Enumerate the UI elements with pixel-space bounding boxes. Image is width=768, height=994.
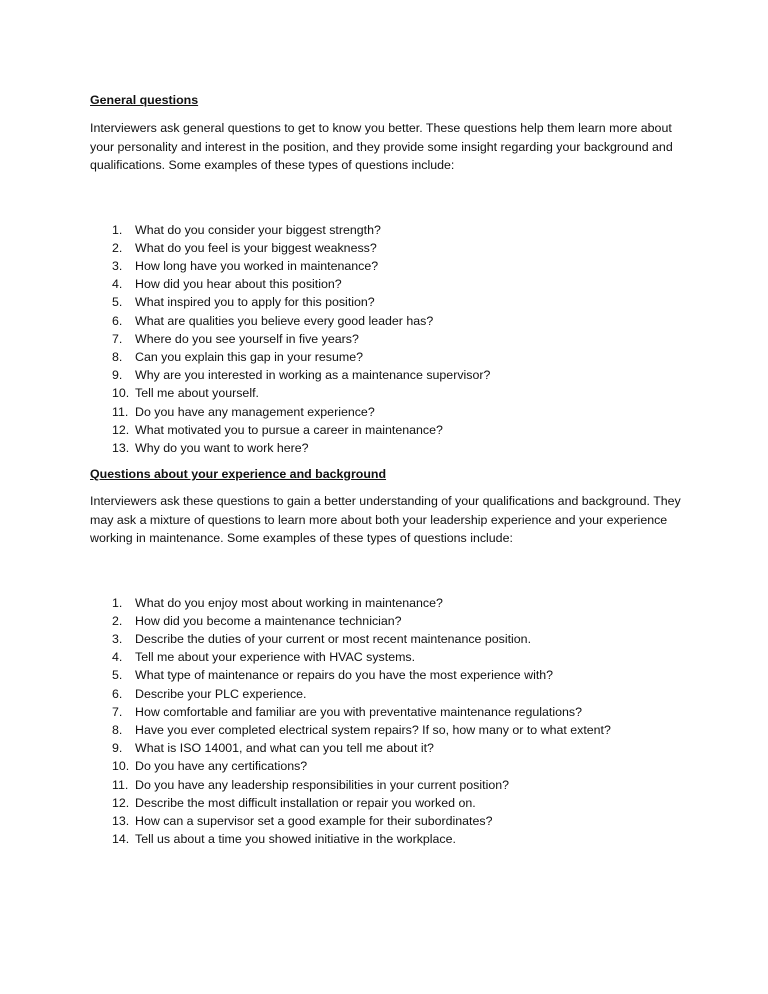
experience-questions-list <box>90 594 690 849</box>
list-item <box>90 421 690 439</box>
list-item <box>90 239 690 257</box>
list-item <box>90 384 690 402</box>
list-item <box>90 739 690 757</box>
list-item-number: 5. <box>112 668 123 683</box>
list-item-text: What motivated you to pursue a career in maintenance? <box>135 422 443 437</box>
list-item-number: 7. <box>112 704 123 719</box>
list-item-text: How comfortable and familiar are you with preventative maintenance regulations? <box>135 704 582 719</box>
list-item-number: 4. <box>112 277 123 292</box>
list-item <box>90 757 690 775</box>
list-item-text: Tell us about a time you showed initiative in the workplace. <box>135 832 456 847</box>
list-item-number: 11. <box>112 404 129 419</box>
list-item-text: Tell me about your experience with HVAC systems. <box>135 650 416 665</box>
list-item-text: What do you feel is your biggest weakness? <box>135 240 377 255</box>
list-item-number: 5. <box>112 295 123 310</box>
list-item-number: 11. <box>112 777 129 792</box>
list-item <box>90 312 690 330</box>
list-item <box>90 685 690 703</box>
list-item-text: What do you consider your biggest strength? <box>135 222 381 237</box>
list-item-number: 2. <box>112 240 123 255</box>
list-item-text: What do you enjoy most about working in maintenance? <box>135 595 443 610</box>
list-item <box>90 794 690 812</box>
list-item-text: What are qualities you believe every good leader has? <box>135 313 434 328</box>
list-item <box>90 776 690 794</box>
list-item-text: Can you explain this gap in your resume? <box>135 349 363 364</box>
list-item-text: Do you have any certifications? <box>135 759 308 774</box>
list-item <box>90 612 690 630</box>
list-item-number: 3. <box>112 632 123 647</box>
list-item-text: Describe the duties of your current or most recent maintenance position. <box>135 632 532 647</box>
list-item-number: 9. <box>112 741 123 756</box>
list-item-number: 3. <box>112 258 123 273</box>
list-item-number: 9. <box>112 368 123 383</box>
list-item-number: 8. <box>112 349 123 364</box>
list-item-number: 8. <box>112 723 123 738</box>
list-item-number: 6. <box>112 313 123 328</box>
list-item-text: Why are you interested in working as a maintenance supervisor? <box>135 368 491 383</box>
list-item-text: Do you have any management experience? <box>135 404 375 419</box>
list-item <box>90 630 690 648</box>
list-item <box>90 648 690 666</box>
list-item-text: How long have you worked in maintenance? <box>135 258 379 273</box>
list-item-number: 6. <box>112 686 123 701</box>
list-item-number: 7. <box>112 331 123 346</box>
list-item <box>90 348 690 366</box>
list-item-number: 14. <box>112 832 130 847</box>
list-item-text: What type of maintenance or repairs do you have the most experience with? <box>135 668 554 683</box>
list-item-text: Where do you see yourself in five years? <box>135 331 359 346</box>
list-item <box>90 403 690 421</box>
list-item-number: 1. <box>112 222 123 237</box>
list-item <box>90 330 690 348</box>
list-item-text: What is ISO 14001, and what can you tell me about it? <box>135 741 434 756</box>
list-item-text: How did you hear about this position? <box>135 277 342 292</box>
list-item-text: How did you become a maintenance technician? <box>135 613 402 628</box>
list-item <box>90 594 690 612</box>
list-item-number: 2. <box>112 613 123 628</box>
list-item-text: Why do you want to work here? <box>135 440 309 455</box>
list-item-text: Describe the most difficult installation or repair you worked on. <box>135 795 476 810</box>
list-item-text: Have you ever completed electrical system repairs? If so, how many or to what extent? <box>135 723 611 738</box>
list-item <box>90 721 690 739</box>
list-item <box>90 275 690 293</box>
list-item-number: 13. <box>112 814 130 829</box>
list-item <box>90 812 690 830</box>
list-item-number: 1. <box>112 595 123 610</box>
list-item-number: 12. <box>112 422 130 437</box>
list-item-text: Describe your PLC experience. <box>135 686 307 701</box>
list-item <box>90 666 690 684</box>
section-heading-experience: Questions about your experience and background <box>90 467 387 482</box>
general-questions-list <box>90 221 690 458</box>
list-item <box>90 703 690 721</box>
list-item <box>90 221 690 239</box>
document-page <box>90 91 690 848</box>
section-intro-experience: Interviewers ask these questions to gain a better understanding of your qualifications and background. They may ask a mixture of questions to learn more about both your leadership experience and your experience working in maintenance. Some examples of these types of questions include: <box>90 494 681 546</box>
list-item-number: 10. <box>112 386 130 401</box>
list-item <box>90 439 690 457</box>
list-item-text: Tell me about yourself. <box>135 386 259 401</box>
list-item-number: 13. <box>112 440 130 455</box>
list-item-number: 12. <box>112 795 130 810</box>
list-item <box>90 366 690 384</box>
list-item <box>90 293 690 311</box>
list-item-text: Do you have any leadership responsibilities in your current position? <box>135 777 509 792</box>
section-heading-general: General questions <box>90 93 199 107</box>
list-item-number: 10. <box>112 759 130 774</box>
list-item-text: What inspired you to apply for this position? <box>135 295 375 310</box>
list-item <box>90 830 690 848</box>
list-item-number: 4. <box>112 650 123 665</box>
list-item-text: How can a supervisor set a good example for their subordinates? <box>135 814 493 829</box>
section-intro-general: Interviewers ask general questions to get to know you better. These questions help them learn more about your personality and interest in the position, and they provide some insight regarding your background and qualifications. Some examples of these types of questions include: <box>90 121 673 172</box>
list-item <box>90 257 690 275</box>
